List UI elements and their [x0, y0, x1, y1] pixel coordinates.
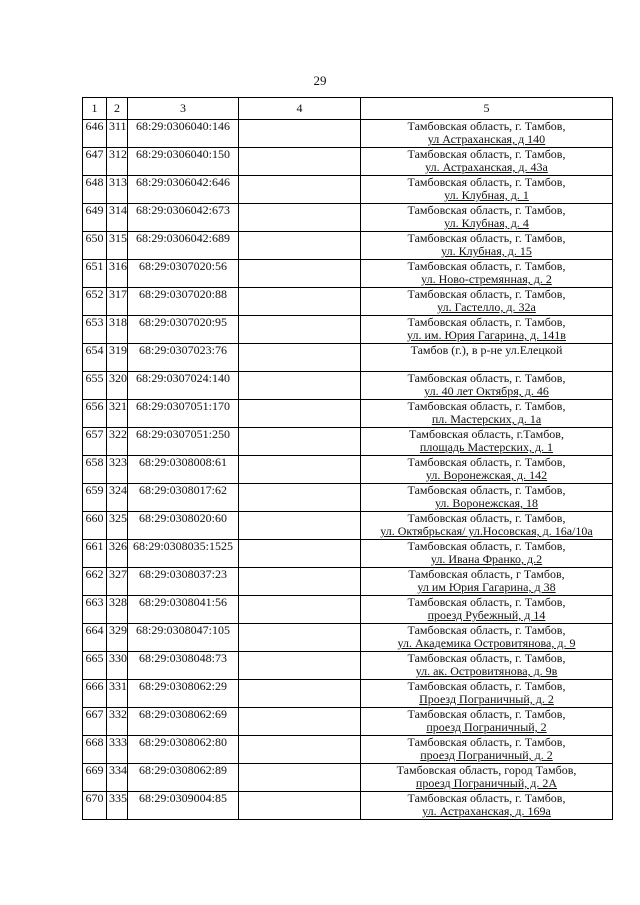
cadastral-number-cell: 68:29:0307023:76	[128, 344, 239, 372]
address-cell	[361, 484, 613, 512]
address-cell	[361, 792, 613, 820]
address-cell	[361, 568, 613, 596]
cadastral-number-cell: 68:29:0308062:89	[128, 764, 239, 792]
header-col-4: 4	[239, 98, 361, 120]
address-line-2: ул. 40 лет Октября, д. 46	[424, 384, 549, 398]
cadastral-number-cell: 68:29:0308037:23	[128, 568, 239, 596]
row-subnumber-cell: 330	[107, 652, 128, 680]
header-col-3: 3	[128, 98, 239, 120]
table-row	[83, 484, 613, 512]
address-cell	[361, 400, 613, 428]
address-cell	[361, 764, 613, 792]
row-subnumber-cell: 312	[107, 148, 128, 176]
col4-cell	[239, 624, 361, 652]
address-line-2: ул. ак. Островитянова, д. 9в	[415, 664, 558, 678]
row-subnumber-cell: 321	[107, 400, 128, 428]
row-subnumber-cell: 317	[107, 288, 128, 316]
address-cell	[361, 456, 613, 484]
table-row	[83, 456, 613, 484]
col4-cell	[239, 344, 361, 372]
address-line-2: Проезд Пограничный, д. 2	[419, 692, 554, 706]
col4-cell	[239, 680, 361, 708]
row-number-cell: 658	[83, 456, 107, 484]
col4-cell	[239, 260, 361, 288]
cadastral-number-cell: 68:29:0308062:29	[128, 680, 239, 708]
row-subnumber-cell: 313	[107, 176, 128, 204]
cadastral-number-cell: 68:29:0307051:170	[128, 400, 239, 428]
row-subnumber-cell: 320	[107, 372, 128, 400]
address-line-1: Тамбовская область, г. Тамбов,	[407, 287, 566, 301]
address-cell	[361, 652, 613, 680]
address-cell	[361, 288, 613, 316]
address-line-1: Тамбовская область, г. Тамбов,	[407, 539, 566, 553]
address-cell	[361, 176, 613, 204]
table-row	[83, 148, 613, 176]
col4-cell	[239, 176, 361, 204]
row-subnumber-cell: 334	[107, 764, 128, 792]
row-number-cell: 667	[83, 708, 107, 736]
row-number-cell: 660	[83, 512, 107, 540]
table-row	[83, 764, 613, 792]
table-row	[83, 316, 613, 344]
address-line-1: Тамбовская область, г. Тамбов,	[407, 623, 566, 637]
row-subnumber-cell: 333	[107, 736, 128, 764]
col4-cell	[239, 372, 361, 400]
address-cell	[361, 344, 613, 372]
address-line-2: ул. Октябрьская/ ул.Носовская, д. 16а/10а	[380, 524, 593, 538]
cadastral-number-cell: 68:29:0308047:105	[128, 624, 239, 652]
address-line-1: Тамбовская область, г. Тамбов,	[407, 315, 566, 329]
address-line-1: Тамбовская область, г. Тамбов,	[407, 483, 566, 497]
table-row	[83, 176, 613, 204]
col4-cell	[239, 204, 361, 232]
address-line-2: ул. им. Юрия Гагарина, д. 141в	[407, 328, 566, 342]
cadastral-number-cell: 68:29:0307020:88	[128, 288, 239, 316]
row-number-cell: 668	[83, 736, 107, 764]
address-line-1: Тамбовская область, г. Тамбов,	[407, 231, 566, 245]
address-line-1: Тамбовская область, г. Тамбов,	[407, 259, 566, 273]
address-cell	[361, 372, 613, 400]
address-line-2: ул. Клубная, д. 15	[441, 244, 532, 258]
address-line-2: проезд Пограничный, д. 2	[420, 748, 553, 762]
table-row	[83, 260, 613, 288]
row-subnumber-cell: 318	[107, 316, 128, 344]
col4-cell	[239, 232, 361, 260]
table-row	[83, 652, 613, 680]
address-cell	[361, 512, 613, 540]
row-subnumber-cell: 328	[107, 596, 128, 624]
address-cell	[361, 708, 613, 736]
table-header	[83, 98, 613, 120]
col4-cell	[239, 148, 361, 176]
row-number-cell: 656	[83, 400, 107, 428]
address-cell	[361, 428, 613, 456]
table-row	[83, 120, 613, 148]
address-line-2: ул. Гастелло, д. 32а	[437, 300, 536, 314]
row-number-cell: 648	[83, 176, 107, 204]
cadastral-number-cell: 68:29:0308020:60	[128, 512, 239, 540]
address-line-1: Тамбовская область, г. Тамбов,	[407, 119, 566, 133]
header-col-5: 5	[361, 98, 613, 120]
address-line-1: Тамбовская область, г. Тамбов,	[407, 595, 566, 609]
cadastral-number-cell: 68:29:0309004:85	[128, 792, 239, 820]
address-cell	[361, 204, 613, 232]
table-row	[83, 428, 613, 456]
address-cell	[361, 680, 613, 708]
col4-cell	[239, 708, 361, 736]
cadastral-number-cell: 68:29:0306042:673	[128, 204, 239, 232]
address-line-1: Тамбовская область, г. Тамбов,	[407, 651, 566, 665]
row-number-cell: 661	[83, 540, 107, 568]
address-cell	[361, 260, 613, 288]
address-line-2: проезд Пограничный, д. 2А	[415, 776, 558, 790]
page-number: 29	[313, 73, 327, 88]
address-line-2: ул. Академика Островитянова, д. 9	[397, 636, 576, 650]
address-line-1: Тамбовская область, г. Тамбов,	[407, 735, 566, 749]
address-line-1: Тамбовская область, г. Тамбов,	[407, 791, 566, 805]
address-line-1: Тамбовская область, г. Тамбов,	[407, 203, 566, 217]
table-body	[83, 120, 613, 820]
table-row	[83, 708, 613, 736]
address-line-1: Тамбовская область, г. Тамбов,	[407, 147, 566, 161]
table-row	[83, 400, 613, 428]
table-row	[83, 344, 613, 372]
address-line-1: Тамбов (г.), в р-не ул.Елецкой	[410, 343, 563, 357]
row-subnumber-cell: 331	[107, 680, 128, 708]
row-subnumber-cell: 324	[107, 484, 128, 512]
cadastral-number-cell: 68:29:0306040:146	[128, 120, 239, 148]
address-line-2: ул. Воронежская, 18	[434, 496, 539, 510]
cadastral-number-cell: 68:29:0308008:61	[128, 456, 239, 484]
address-line-1: Тамбовская область, г. Тамбов,	[407, 707, 566, 721]
table-row	[83, 512, 613, 540]
cadastral-number-cell: 68:29:0308062:80	[128, 736, 239, 764]
col4-cell	[239, 456, 361, 484]
row-subnumber-cell: 325	[107, 512, 128, 540]
row-number-cell: 663	[83, 596, 107, 624]
address-line-2: ул Астраханская, д 140	[427, 132, 546, 146]
row-number-cell: 662	[83, 568, 107, 596]
row-number-cell: 655	[83, 372, 107, 400]
row-number-cell: 646	[83, 120, 107, 148]
address-cell	[361, 596, 613, 624]
col4-cell	[239, 792, 361, 820]
row-subnumber-cell: 315	[107, 232, 128, 260]
table-row	[83, 624, 613, 652]
address-line-2: пл. Мастерских, д. 1а	[431, 412, 542, 426]
address-line-1: Тамбовская область, г. Тамбов,	[407, 371, 566, 385]
cadastral-number-cell: 68:29:0306042:689	[128, 232, 239, 260]
row-number-cell: 659	[83, 484, 107, 512]
row-number-cell: 652	[83, 288, 107, 316]
address-line-2: ул. Клубная, д. 4	[444, 216, 529, 230]
col4-cell	[239, 652, 361, 680]
address-line-1: Тамбовская область, г. Тамбов,	[407, 175, 566, 189]
col4-cell	[239, 316, 361, 344]
row-number-cell: 670	[83, 792, 107, 820]
address-line-2: ул. Ново-стремянная, д. 2	[421, 272, 552, 286]
address-cell	[361, 624, 613, 652]
table-row	[83, 736, 613, 764]
col4-cell	[239, 400, 361, 428]
row-number-cell: 649	[83, 204, 107, 232]
row-number-cell: 651	[83, 260, 107, 288]
address-line-2: проезд Рубежный, д 14	[427, 608, 546, 622]
cadastral-number-cell: 68:29:0307024:140	[128, 372, 239, 400]
table-row	[83, 680, 613, 708]
table-row	[83, 372, 613, 400]
address-line-2: ул. Ивана Франко, д.2	[430, 552, 543, 566]
address-line-1: Тамбовская область, г. Тамбов,	[407, 511, 566, 525]
address-cell	[361, 316, 613, 344]
address-line-2: ул. Воронежская, д. 142	[425, 468, 548, 482]
table-row	[83, 232, 613, 260]
col4-cell	[239, 512, 361, 540]
row-subnumber-cell: 322	[107, 428, 128, 456]
cadastral-number-cell: 68:29:0307020:95	[128, 316, 239, 344]
address-line-2: проезд Пограничный, 2	[426, 720, 547, 734]
col4-cell	[239, 568, 361, 596]
row-number-cell: 650	[83, 232, 107, 260]
address-cell	[361, 148, 613, 176]
row-number-cell: 647	[83, 148, 107, 176]
col4-cell	[239, 484, 361, 512]
address-line-2: ул им Юрия Гагарина, д 38	[417, 580, 556, 594]
row-subnumber-cell: 319	[107, 344, 128, 372]
row-subnumber-cell: 332	[107, 708, 128, 736]
header-row	[83, 98, 613, 120]
col4-cell	[239, 736, 361, 764]
address-cell	[361, 540, 613, 568]
row-subnumber-cell: 326	[107, 540, 128, 568]
cadastral-number-cell: 68:29:0307051:250	[128, 428, 239, 456]
table-row	[83, 288, 613, 316]
cadastral-number-cell: 68:29:0308017:62	[128, 484, 239, 512]
header-col-2: 2	[107, 98, 128, 120]
cadastral-number-cell: 68:29:0308062:69	[128, 708, 239, 736]
cadastral-number-cell: 68:29:0306040:150	[128, 148, 239, 176]
cadastral-number-cell: 68:29:0308041:56	[128, 596, 239, 624]
cadastral-number-cell: 68:29:0308048:73	[128, 652, 239, 680]
row-subnumber-cell: 327	[107, 568, 128, 596]
cadastral-number-cell: 68:29:0308035:1525	[128, 540, 239, 568]
col4-cell	[239, 428, 361, 456]
address-line-2: ул. Астраханская, д. 169а	[422, 804, 551, 818]
row-subnumber-cell: 323	[107, 456, 128, 484]
address-cell	[361, 736, 613, 764]
address-line-1: Тамбовская область, г.Тамбов,	[409, 427, 564, 441]
col4-cell	[239, 764, 361, 792]
col4-cell	[239, 288, 361, 316]
row-subnumber-cell: 335	[107, 792, 128, 820]
row-number-cell: 665	[83, 652, 107, 680]
row-number-cell: 666	[83, 680, 107, 708]
address-line-2: ул. Клубная, д. 1	[444, 188, 529, 202]
row-number-cell: 654	[83, 344, 107, 372]
row-subnumber-cell: 316	[107, 260, 128, 288]
row-number-cell: 664	[83, 624, 107, 652]
row-subnumber-cell: 314	[107, 204, 128, 232]
cadastral-number-cell: 68:29:0306042:646	[128, 176, 239, 204]
address-line-2: площадь Мастерских, д. 1	[419, 440, 554, 454]
address-line-1: Тамбовская область, г. Тамбов,	[407, 399, 566, 413]
address-cell	[361, 120, 613, 148]
col4-cell	[239, 120, 361, 148]
row-subnumber-cell: 329	[107, 624, 128, 652]
row-subnumber-cell: 311	[107, 120, 128, 148]
col4-cell	[239, 596, 361, 624]
row-number-cell: 669	[83, 764, 107, 792]
row-number-cell: 653	[83, 316, 107, 344]
table-row	[83, 540, 613, 568]
col4-cell	[239, 540, 361, 568]
header-col-1: 1	[83, 98, 107, 120]
table-row	[83, 792, 613, 820]
address-line-1: Тамбовская область, г Тамбов,	[408, 567, 565, 581]
table-row	[83, 568, 613, 596]
table-row	[83, 596, 613, 624]
table-row	[83, 204, 613, 232]
address-line-1: Тамбовская область, г. Тамбов,	[407, 455, 566, 469]
address-line-1: Тамбовская область, город Тамбов,	[396, 763, 577, 777]
property-registry-table	[82, 97, 613, 820]
address-line-1: Тамбовская область, г. Тамбов,	[407, 679, 566, 693]
address-cell	[361, 232, 613, 260]
address-line-2: ул. Астраханская, д. 43а	[425, 160, 548, 174]
cadastral-number-cell: 68:29:0307020:56	[128, 260, 239, 288]
row-number-cell: 657	[83, 428, 107, 456]
